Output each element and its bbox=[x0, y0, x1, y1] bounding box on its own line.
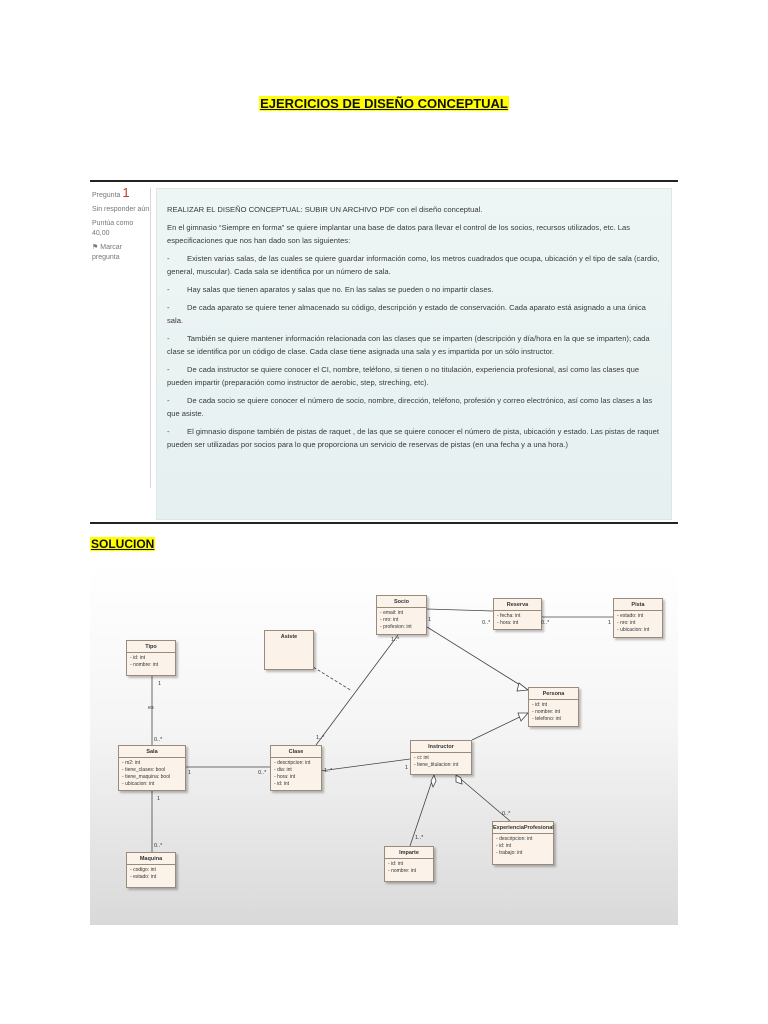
multiplicity-label: 1 bbox=[405, 765, 409, 771]
class-attribute: - email: int bbox=[380, 610, 423, 617]
class-title: Maquina bbox=[127, 853, 175, 865]
class-attribute: - id: int bbox=[274, 781, 318, 788]
exercise-screenshot bbox=[90, 180, 678, 524]
class-attribute: - nro: int bbox=[380, 617, 423, 624]
generalization-arrow bbox=[518, 713, 528, 721]
class-attribute: - telefono: int bbox=[532, 716, 575, 723]
multiplicity-label: 1..* bbox=[324, 768, 333, 774]
multiplicity-label: 0..* bbox=[482, 620, 491, 626]
flag-question-link[interactable] bbox=[92, 243, 150, 263]
bullet-dash: - bbox=[167, 427, 170, 436]
class-title: Persona bbox=[529, 688, 578, 700]
question-intro: REALIZAR EL DISEÑO CONCEPTUAL: SUBIR UN ARCHIVO PDF con el diseño conceptual. bbox=[167, 205, 483, 214]
multiplicity-label: 1 bbox=[608, 620, 612, 626]
bullet-text: El gimnasio dispone también de pistas de raquet , de las que se quiere conocer el número de pista, ubicación y estado. Las pistas de raquet pueden ser utilizadas por socios para lo que proporciona un servicio de reservas de pistas (en una fecha y a una hora.) bbox=[167, 427, 659, 449]
class-attribute: - hora: int bbox=[497, 620, 538, 627]
multiplicity-label: 1 bbox=[158, 681, 162, 687]
link-clase-instructor bbox=[320, 759, 410, 771]
class-title: Pista bbox=[614, 599, 662, 611]
class-attribute: - tiene_titulacion: int bbox=[414, 762, 468, 769]
uml-class-diagram bbox=[90, 565, 678, 925]
question-bullet bbox=[167, 283, 663, 296]
bullet-dash: - bbox=[167, 334, 170, 343]
multiplicity-label: 0..* bbox=[154, 737, 163, 743]
bullet-text: Hay salas que tienen aparatos y salas que no. En las salas se pueden o no impartir clases. bbox=[187, 285, 494, 294]
class-attribute: - nro: int bbox=[617, 620, 659, 627]
multiplicity-label: 1 bbox=[428, 617, 432, 623]
multiplicity-label: 1 bbox=[188, 770, 192, 776]
question-bullet bbox=[167, 425, 663, 451]
question-info-panel bbox=[92, 185, 151, 488]
class-attribute: - ci: int bbox=[414, 755, 468, 762]
generalization-arrow bbox=[517, 683, 528, 691]
class-attribute: - estado: int bbox=[130, 874, 172, 881]
solucion-heading: SOLUCION bbox=[91, 537, 155, 551]
bullet-text: De cada instructor se quiere conocer el CI, nombre, teléfono, si tienen o no titulación, experiencia profesional, así como las clases que pueden impartir (preparación como instructor de aerobic, step, streching, etc). bbox=[167, 365, 640, 387]
multiplicity-label: 0..* bbox=[258, 770, 267, 776]
class-imparte bbox=[384, 846, 434, 882]
class-reserva bbox=[493, 598, 542, 630]
class-attributes bbox=[127, 865, 175, 883]
class-attributes bbox=[271, 758, 321, 790]
question-bullet bbox=[167, 332, 663, 358]
bullet-text: De cada aparato se quiere tener almacenado su código, descripción y estado de conservación. Cada aparato está asignado a una única sala. bbox=[167, 303, 646, 325]
bullet-dash: - bbox=[167, 285, 170, 294]
link-socio-clase bbox=[316, 635, 398, 745]
class-attribute: - codigo: int bbox=[130, 867, 172, 874]
link-socio-reserva bbox=[427, 609, 493, 611]
class-attribute: - ubicacion: int bbox=[617, 627, 659, 634]
class-attribute: - descripcion: int bbox=[274, 760, 318, 767]
class-attributes bbox=[411, 753, 471, 771]
multiplicity-label: 1 bbox=[157, 796, 161, 802]
question-text-panel bbox=[156, 188, 672, 520]
class-attributes bbox=[119, 758, 185, 790]
class-instructor bbox=[410, 740, 472, 775]
question-bullet bbox=[167, 363, 663, 389]
class-attribute: - m2: int bbox=[122, 760, 182, 767]
multiplicity-label: 1..* bbox=[391, 637, 400, 643]
class-attribute: - trabajo: int bbox=[496, 850, 550, 857]
class-attribute: - fecha: int bbox=[497, 613, 538, 620]
question-number: 1 bbox=[122, 185, 130, 200]
aggregation-diamond bbox=[456, 775, 462, 784]
flag-question-label: Marcar pregunta bbox=[92, 244, 123, 261]
class-experiencia-profesional bbox=[492, 821, 554, 865]
class-attribute: - dia: int bbox=[274, 767, 318, 774]
class-attribute: - ubicacion: int bbox=[122, 781, 182, 788]
class-attribute: - id: int bbox=[496, 843, 550, 850]
class-title: Instructor bbox=[411, 741, 471, 753]
class-title: Reserva bbox=[494, 599, 541, 611]
association-name: es bbox=[148, 705, 154, 711]
question-points: Puntúa como 40,00 bbox=[92, 220, 134, 237]
multiplicity-label: 0..* bbox=[502, 811, 511, 817]
question-bullet bbox=[167, 252, 663, 278]
class-attribute: - descripcion: int bbox=[496, 836, 550, 843]
class-attributes bbox=[494, 611, 541, 629]
class-attributes bbox=[385, 859, 433, 877]
class-attributes bbox=[614, 611, 662, 636]
class-attribute: - tiene_clases: bool bbox=[122, 767, 182, 774]
question-status: Sin responder aún bbox=[92, 206, 150, 213]
class-attribute: - profesion: int bbox=[380, 624, 423, 631]
multiplicity-label: 1..* bbox=[415, 835, 424, 841]
class-attribute: - id: int bbox=[130, 655, 172, 662]
class-attributes bbox=[127, 653, 175, 671]
bullet-text: De cada socio se quiere conocer el número de socio, nombre, dirección, teléfono, profesión y correo electrónico, así como las clases a las que asiste. bbox=[167, 396, 653, 418]
multiplicity-label: 0..* bbox=[541, 620, 550, 626]
page-title-text: EJERCICIOS DE DISEÑO CONCEPTUAL bbox=[260, 96, 508, 111]
bullet-dash: - bbox=[167, 396, 170, 405]
class-attributes bbox=[529, 700, 578, 725]
class-attribute: - nombre: int bbox=[388, 868, 430, 875]
bullet-dash: - bbox=[167, 303, 170, 312]
class-clase bbox=[270, 745, 322, 791]
class-title: Tipo bbox=[127, 641, 175, 653]
question-label-line bbox=[92, 185, 150, 201]
class-title: Imparte bbox=[385, 847, 433, 859]
class-attribute: - id: int bbox=[388, 861, 430, 868]
class-attribute: - tiene_maquina: bool bbox=[122, 774, 182, 781]
class-persona bbox=[528, 687, 579, 727]
class-title: Socio bbox=[377, 596, 426, 608]
class-maquina bbox=[126, 852, 176, 888]
class-socio bbox=[376, 595, 427, 635]
question-context: En el gimnasio “Siempre en forma” se quiere implantar una base de datos para llevar el control de los socios, recursos utilizados, etc. Las especificaciones que nos han dado son las siguientes: bbox=[167, 223, 631, 245]
class-title: ExperienciaProfesional bbox=[493, 822, 553, 834]
class-pista bbox=[613, 598, 663, 638]
multiplicity-label: 1..* bbox=[316, 735, 325, 741]
class-attribute: - nombre: int bbox=[532, 709, 575, 716]
class-title: Asiste bbox=[280, 634, 298, 640]
bullet-text: Existen varias salas, de las cuales se quiere guardar información como, los metros cuadrados que ocupa, ubicación y el tipo de sala (cardio, general, muscular). Cada sala se identifica por un número de sala. bbox=[167, 254, 660, 276]
class-tipo bbox=[126, 640, 176, 676]
class-attribute: - estado: int bbox=[617, 613, 659, 620]
bullet-dash: - bbox=[167, 254, 170, 263]
class-attributes bbox=[493, 834, 553, 859]
class-asiste bbox=[264, 630, 314, 670]
class-attribute: - id: int bbox=[532, 702, 575, 709]
link-socio-persona bbox=[427, 627, 528, 690]
class-attributes bbox=[377, 608, 426, 633]
class-sala bbox=[118, 745, 186, 791]
bullet-text: También se quiere mantener información relacionada con las clases que se imparten (descripción y día/hora en la que se imparten); cada clase se identifica por un código de clase. Cada clase tiene asignada una sala y es impartida por un sólo instructor. bbox=[167, 334, 650, 356]
multiplicity-label: 0..* bbox=[154, 843, 163, 849]
class-title: Clase bbox=[271, 746, 321, 758]
bullet-dash: - bbox=[167, 365, 170, 374]
class-attribute: - hora: int bbox=[274, 774, 318, 781]
aggregation-diamond bbox=[431, 775, 436, 787]
class-attribute: - nombre: int bbox=[130, 662, 172, 669]
class-title: Sala bbox=[119, 746, 185, 758]
question-label: Pregunta bbox=[92, 192, 121, 199]
question-bullet bbox=[167, 394, 663, 420]
flag-icon: ⚑ bbox=[92, 244, 99, 251]
question-bullet bbox=[167, 301, 663, 327]
page-title bbox=[0, 95, 768, 113]
